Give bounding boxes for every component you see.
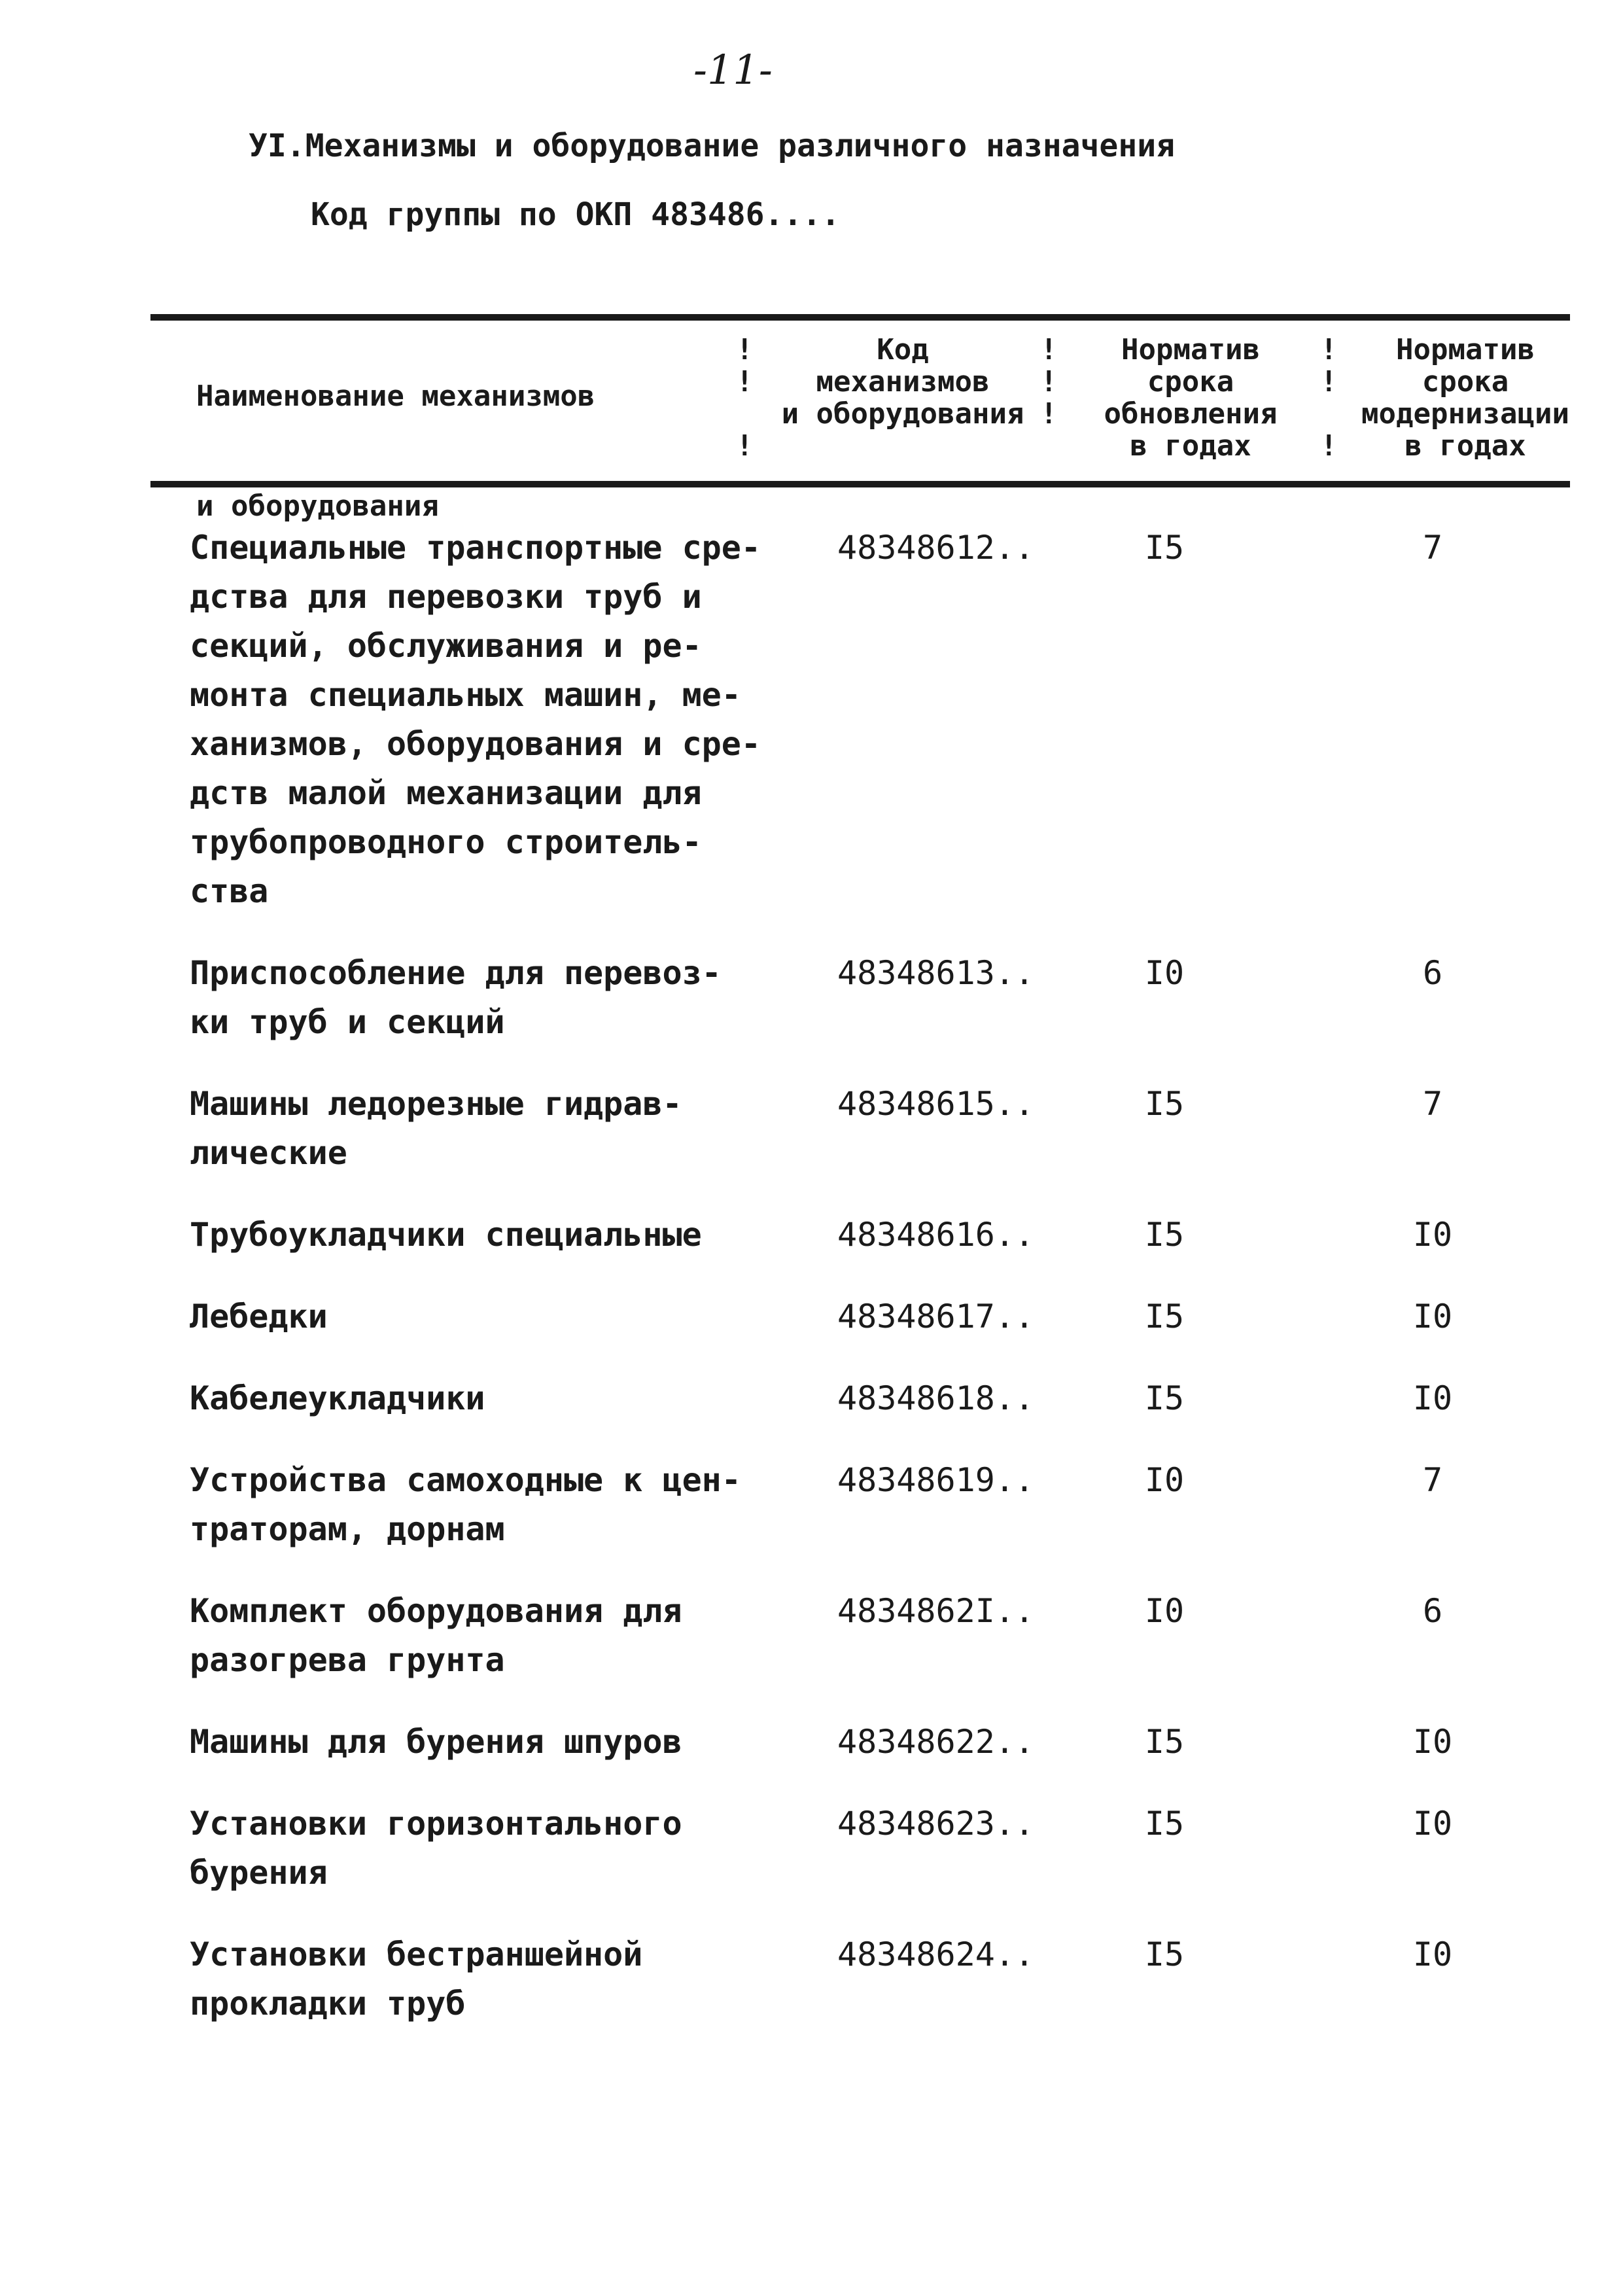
row-renewal: I5 bbox=[1144, 1805, 1185, 1843]
row-code: 48348619.. bbox=[837, 1461, 1035, 1499]
row-renewal: I0 bbox=[1144, 1461, 1185, 1499]
row-code: 48348623.. bbox=[837, 1805, 1035, 1843]
row-modernization: 7 bbox=[1422, 1085, 1443, 1123]
row-name: Комплект оборудования для разогрева грунта bbox=[190, 1592, 682, 1679]
row-renewal: I5 bbox=[1144, 529, 1185, 567]
table-header-rule bbox=[150, 481, 1570, 487]
row-renewal: I5 bbox=[1144, 1298, 1185, 1335]
row-renewal: I5 bbox=[1144, 1216, 1185, 1254]
row-code: 48348624.. bbox=[837, 1935, 1035, 1973]
header-name-line1: Наименование механизмов bbox=[196, 380, 595, 413]
row-renewal: I5 bbox=[1144, 1085, 1185, 1123]
row-name: Специальные транспортные сре- дства для перевозки труб и секций, обслуживания и ре- монта специальных машин, ме- ханизмов, оборудования и сре- дств малой механизации для трубопроводного строитель- ства bbox=[190, 529, 761, 910]
row-renewal: I5 bbox=[1144, 1935, 1185, 1973]
row-name: Приспособление для перевоз- ки труб и секций bbox=[190, 954, 722, 1041]
row-name: Установки бестраншейной прокладки труб bbox=[190, 1935, 643, 2022]
row-code: 48348622.. bbox=[837, 1723, 1035, 1761]
header-renewal: Норматив срока обновления в годах bbox=[1104, 333, 1278, 463]
row-modernization: I0 bbox=[1412, 1723, 1453, 1761]
row-renewal: I5 bbox=[1144, 1723, 1185, 1761]
row-code: 48348618.. bbox=[837, 1379, 1035, 1417]
row-name: Устройства самоходные к цен- траторам, дорнам bbox=[190, 1461, 741, 1548]
row-name: Кабелеукладчики bbox=[190, 1379, 485, 1417]
row-modernization: I0 bbox=[1412, 1379, 1453, 1417]
row-renewal: I0 bbox=[1144, 1592, 1185, 1630]
row-code: 48348615.. bbox=[837, 1085, 1035, 1123]
row-name: Машины для бурения шпуров bbox=[190, 1723, 682, 1761]
row-code: 48348616.. bbox=[837, 1216, 1035, 1254]
row-name: Машины ледорезные гидрав- лические bbox=[190, 1085, 682, 1172]
row-modernization: 6 bbox=[1422, 954, 1443, 992]
row-modernization: I0 bbox=[1412, 1805, 1453, 1843]
section-title: УI.Механизмы и оборудование различного назначения bbox=[249, 128, 1176, 164]
row-modernization: 7 bbox=[1422, 529, 1443, 567]
row-renewal: I5 bbox=[1144, 1379, 1185, 1417]
group-code: Код группы по ОКП 483486.... bbox=[311, 196, 841, 233]
column-separator: ! ! ! bbox=[736, 333, 754, 463]
page-number: -11- bbox=[693, 46, 773, 94]
row-code: 48348612.. bbox=[837, 529, 1035, 567]
header-code: Код механизмов и оборудования bbox=[781, 333, 1024, 431]
table-top-rule bbox=[150, 314, 1570, 321]
row-name: Лебедки bbox=[190, 1298, 328, 1335]
row-code: 4834862I.. bbox=[837, 1592, 1035, 1630]
row-modernization: 7 bbox=[1422, 1461, 1443, 1499]
row-modernization: I0 bbox=[1412, 1935, 1453, 1973]
header-name-line2: и оборудования bbox=[196, 489, 439, 523]
row-modernization: I0 bbox=[1412, 1216, 1453, 1254]
row-name: Установки горизонтального бурения bbox=[190, 1805, 682, 1892]
row-name: Трубоукладчики специальные bbox=[190, 1216, 702, 1254]
row-code: 48348613.. bbox=[837, 954, 1035, 992]
header-modernization: Норматив срока модернизации в годах bbox=[1361, 333, 1569, 463]
row-modernization: 6 bbox=[1422, 1592, 1443, 1630]
row-renewal: I0 bbox=[1144, 954, 1185, 992]
column-separator: ! ! ! bbox=[1040, 333, 1058, 431]
row-modernization: I0 bbox=[1412, 1298, 1453, 1335]
column-separator: ! ! ! bbox=[1320, 333, 1338, 463]
row-code: 48348617.. bbox=[837, 1298, 1035, 1335]
